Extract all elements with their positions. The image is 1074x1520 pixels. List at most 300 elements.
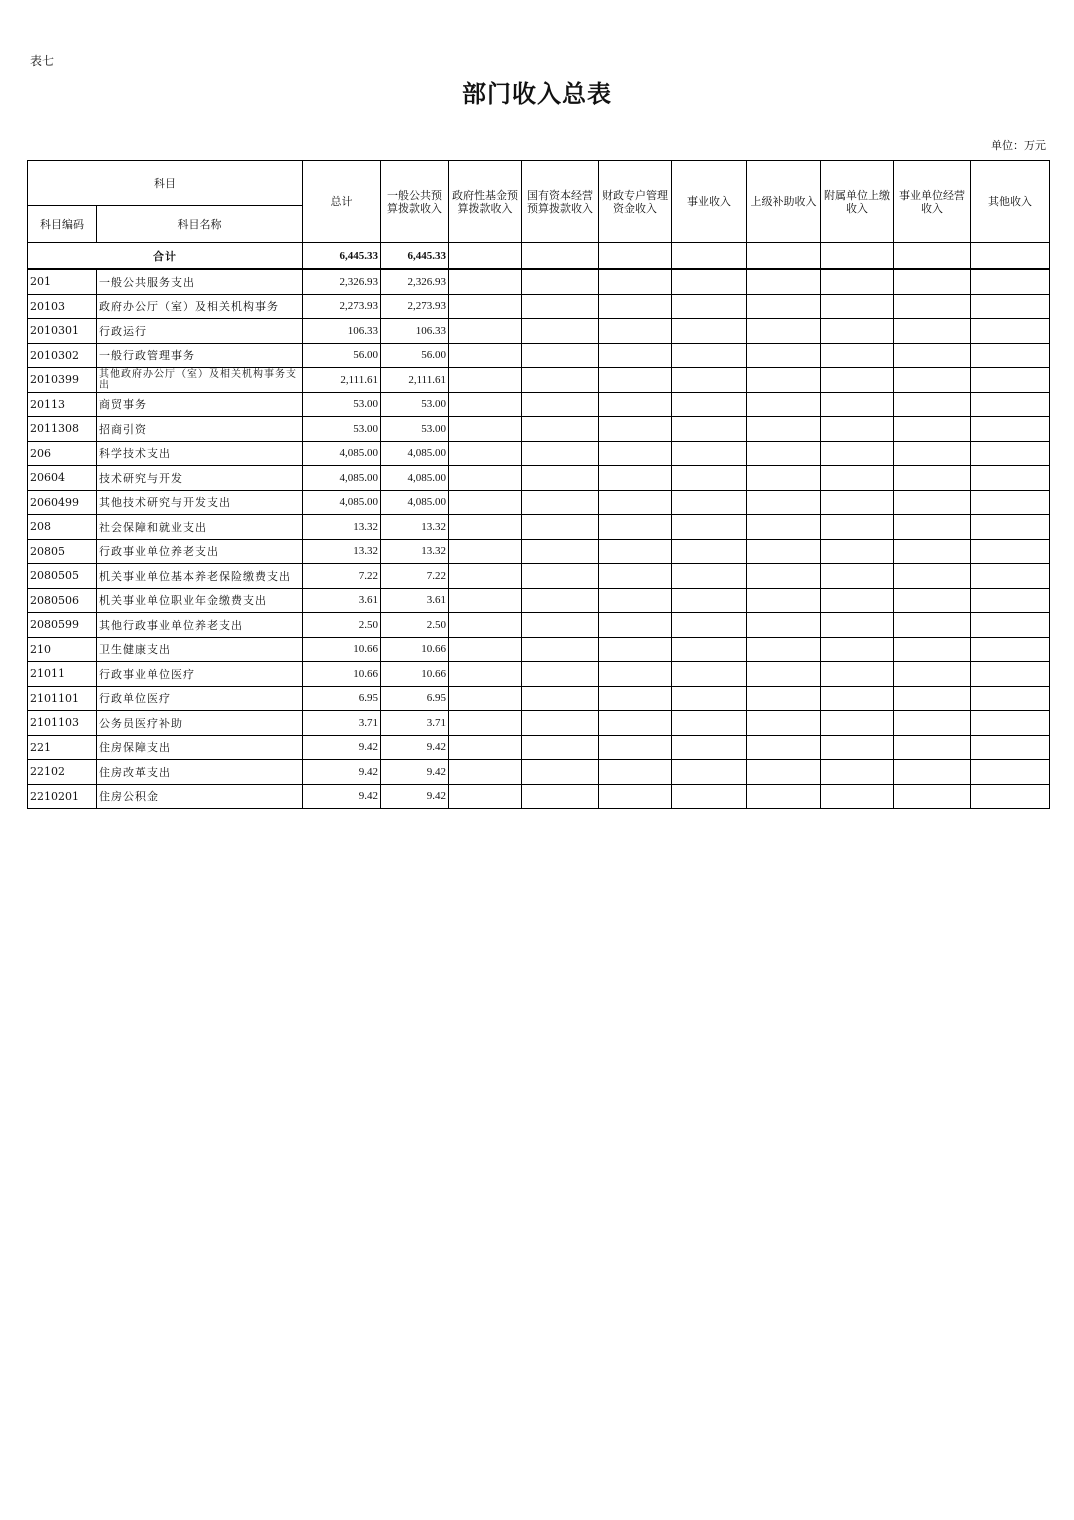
empty-cell bbox=[821, 588, 894, 613]
row-code: 22102 bbox=[28, 760, 97, 785]
row-code: 2101101 bbox=[28, 686, 97, 711]
row-name bbox=[97, 711, 303, 736]
header-gov-fund: 政府性基金预算拨款收入 bbox=[449, 161, 522, 243]
table-row bbox=[28, 760, 1050, 785]
empty-cell bbox=[449, 319, 522, 344]
row-name-text: 商贸事务 bbox=[99, 398, 147, 412]
row-code: 208 bbox=[28, 515, 97, 540]
empty-cell bbox=[894, 539, 971, 564]
empty-cell bbox=[971, 588, 1050, 613]
empty-cell bbox=[522, 368, 599, 393]
row-name bbox=[97, 368, 303, 393]
header-subject: 科目 bbox=[28, 161, 303, 206]
row-name bbox=[97, 294, 303, 319]
row-code: 2080599 bbox=[28, 613, 97, 638]
row-name bbox=[97, 662, 303, 687]
empty-cell bbox=[672, 515, 747, 540]
row-total: 7.22 bbox=[303, 564, 381, 589]
row-total: 13.32 bbox=[303, 515, 381, 540]
empty-cell bbox=[971, 417, 1050, 442]
row-total: 2,273.93 bbox=[303, 294, 381, 319]
empty-cell bbox=[894, 417, 971, 442]
row-name bbox=[97, 441, 303, 466]
row-total: 13.32 bbox=[303, 539, 381, 564]
empty-cell bbox=[449, 417, 522, 442]
empty-cell bbox=[449, 588, 522, 613]
empty-cell bbox=[747, 637, 821, 662]
empty-cell bbox=[971, 392, 1050, 417]
empty-cell bbox=[821, 417, 894, 442]
empty-cell bbox=[971, 539, 1050, 564]
row-general-budget: 10.66 bbox=[381, 637, 449, 662]
row-total: 9.42 bbox=[303, 760, 381, 785]
empty-cell bbox=[747, 490, 821, 515]
empty-cell bbox=[747, 539, 821, 564]
empty-cell bbox=[449, 711, 522, 736]
empty-cell bbox=[821, 319, 894, 344]
row-general-budget: 2.50 bbox=[381, 613, 449, 638]
row-general-budget: 9.42 bbox=[381, 784, 449, 809]
total-label: 合计 bbox=[28, 243, 303, 270]
empty-cell bbox=[894, 564, 971, 589]
empty-cell bbox=[971, 760, 1050, 785]
row-name-text: 一般行政管理事务 bbox=[99, 349, 195, 363]
row-code: 2080505 bbox=[28, 564, 97, 589]
row-general-budget: 3.61 bbox=[381, 588, 449, 613]
row-code: 2010302 bbox=[28, 343, 97, 368]
empty-cell bbox=[971, 564, 1050, 589]
row-code: 2010301 bbox=[28, 319, 97, 344]
row-code: 221 bbox=[28, 735, 97, 760]
empty-cell bbox=[522, 343, 599, 368]
empty-cell bbox=[821, 466, 894, 491]
empty-cell bbox=[971, 490, 1050, 515]
row-code: 20103 bbox=[28, 294, 97, 319]
row-name-text: 机关事业单位基本养老保险缴费支出 bbox=[99, 569, 291, 583]
empty-cell bbox=[971, 711, 1050, 736]
row-code: 2060499 bbox=[28, 490, 97, 515]
empty-cell bbox=[599, 711, 672, 736]
row-general-budget: 53.00 bbox=[381, 417, 449, 442]
empty-cell bbox=[747, 613, 821, 638]
empty-cell bbox=[894, 686, 971, 711]
empty-cell bbox=[672, 294, 747, 319]
table-number-label: 表七 bbox=[30, 54, 55, 68]
row-name-text: 行政事业单位医疗 bbox=[99, 667, 195, 681]
empty-cell bbox=[522, 784, 599, 809]
row-code: 20805 bbox=[28, 539, 97, 564]
empty-cell bbox=[599, 392, 672, 417]
row-name bbox=[97, 637, 303, 662]
header-superior-subsidy: 上级补助收入 bbox=[747, 161, 821, 243]
empty-cell bbox=[672, 417, 747, 442]
empty-cell bbox=[894, 784, 971, 809]
empty-cell bbox=[672, 392, 747, 417]
empty-cell bbox=[672, 735, 747, 760]
row-name bbox=[97, 613, 303, 638]
row-total: 4,085.00 bbox=[303, 490, 381, 515]
row-total: 9.42 bbox=[303, 735, 381, 760]
total-general-budget: 6,445.33 bbox=[381, 243, 449, 270]
empty-cell bbox=[821, 343, 894, 368]
empty-cell bbox=[599, 441, 672, 466]
row-name bbox=[97, 784, 303, 809]
empty-cell bbox=[971, 269, 1050, 294]
row-name-text: 其他政府办公厅（室）及相关机构事务支出 bbox=[99, 368, 297, 391]
empty-cell bbox=[522, 735, 599, 760]
row-name bbox=[97, 564, 303, 589]
empty-cell bbox=[522, 490, 599, 515]
row-name-text: 住房改革支出 bbox=[99, 765, 171, 779]
empty-cell bbox=[522, 269, 599, 294]
empty-cell bbox=[672, 613, 747, 638]
table-row bbox=[28, 515, 1050, 540]
empty-cell bbox=[747, 686, 821, 711]
empty-cell bbox=[672, 441, 747, 466]
table-row bbox=[28, 392, 1050, 417]
empty-cell bbox=[971, 343, 1050, 368]
row-total: 4,085.00 bbox=[303, 441, 381, 466]
empty-cell bbox=[672, 564, 747, 589]
empty-cell bbox=[672, 711, 747, 736]
empty-cell bbox=[672, 784, 747, 809]
empty-cell bbox=[971, 784, 1050, 809]
empty-cell bbox=[599, 319, 672, 344]
row-general-budget: 7.22 bbox=[381, 564, 449, 589]
empty-cell bbox=[821, 662, 894, 687]
empty-cell bbox=[522, 686, 599, 711]
row-name-text: 一般公共服务支出 bbox=[99, 275, 195, 289]
empty-cell bbox=[599, 613, 672, 638]
empty-cell bbox=[599, 515, 672, 540]
empty-cell bbox=[894, 760, 971, 785]
empty-cell bbox=[747, 441, 821, 466]
row-total: 2,326.93 bbox=[303, 269, 381, 294]
row-general-budget: 9.42 bbox=[381, 760, 449, 785]
row-general-budget: 53.00 bbox=[381, 392, 449, 417]
row-name-text: 政府办公厅（室）及相关机构事务 bbox=[99, 300, 279, 314]
empty-cell bbox=[747, 588, 821, 613]
table-row bbox=[28, 343, 1050, 368]
row-name bbox=[97, 319, 303, 344]
empty-cell bbox=[894, 735, 971, 760]
empty-cell bbox=[522, 441, 599, 466]
row-general-budget: 4,085.00 bbox=[381, 466, 449, 491]
empty-cell bbox=[599, 564, 672, 589]
row-code: 201 bbox=[28, 269, 97, 294]
empty-cell bbox=[894, 637, 971, 662]
empty-cell bbox=[747, 735, 821, 760]
empty-cell bbox=[672, 588, 747, 613]
row-name bbox=[97, 269, 303, 294]
row-name-text: 招商引资 bbox=[99, 422, 147, 436]
row-name-text: 科学技术支出 bbox=[99, 447, 171, 461]
row-total: 2.50 bbox=[303, 613, 381, 638]
table-row bbox=[28, 686, 1050, 711]
row-total: 6.95 bbox=[303, 686, 381, 711]
empty-cell bbox=[599, 735, 672, 760]
row-name bbox=[97, 417, 303, 442]
empty-cell bbox=[971, 637, 1050, 662]
row-code: 21011 bbox=[28, 662, 97, 687]
empty-cell bbox=[821, 392, 894, 417]
row-general-budget: 2,111.61 bbox=[381, 368, 449, 393]
empty-cell bbox=[894, 490, 971, 515]
table-row bbox=[28, 294, 1050, 319]
empty-cell bbox=[747, 662, 821, 687]
empty-cell bbox=[821, 760, 894, 785]
empty-cell bbox=[971, 662, 1050, 687]
empty-cell bbox=[449, 441, 522, 466]
row-name bbox=[97, 343, 303, 368]
empty-cell bbox=[449, 686, 522, 711]
row-name-text: 行政单位医疗 bbox=[99, 692, 171, 706]
row-general-budget: 13.32 bbox=[381, 515, 449, 540]
empty-cell bbox=[522, 613, 599, 638]
empty-cell bbox=[821, 441, 894, 466]
empty-cell bbox=[894, 319, 971, 344]
row-name bbox=[97, 392, 303, 417]
header-general-budget: 一般公共预算拨款收入 bbox=[381, 161, 449, 243]
empty-cell bbox=[599, 294, 672, 319]
empty-cell bbox=[747, 515, 821, 540]
row-name-text: 机关事业单位职业年金缴费支出 bbox=[99, 594, 267, 608]
row-name-text: 住房保障支出 bbox=[99, 741, 171, 755]
empty-cell bbox=[672, 368, 747, 393]
row-name-text: 技术研究与开发 bbox=[99, 471, 183, 485]
empty-cell bbox=[747, 711, 821, 736]
page-title: 部门收入总表 bbox=[462, 79, 612, 108]
empty-cell bbox=[971, 735, 1050, 760]
empty-cell bbox=[747, 319, 821, 344]
header-fiscal-special: 财政专户管理资金收入 bbox=[599, 161, 672, 243]
row-general-budget: 2,273.93 bbox=[381, 294, 449, 319]
row-name-text: 其他行政事业单位养老支出 bbox=[99, 618, 243, 632]
row-general-budget: 4,085.00 bbox=[381, 441, 449, 466]
empty-cell bbox=[522, 711, 599, 736]
empty-cell bbox=[599, 343, 672, 368]
empty-cell bbox=[449, 735, 522, 760]
empty-cell bbox=[747, 294, 821, 319]
header-total: 总计 bbox=[303, 161, 381, 243]
empty-cell bbox=[599, 662, 672, 687]
row-name-text: 社会保障和就业支出 bbox=[99, 520, 207, 534]
table-row bbox=[28, 588, 1050, 613]
row-name bbox=[97, 735, 303, 760]
row-code: 20604 bbox=[28, 466, 97, 491]
header-code: 科目编码 bbox=[28, 206, 97, 243]
empty-cell bbox=[449, 466, 522, 491]
empty-cell bbox=[894, 392, 971, 417]
empty-cell bbox=[672, 686, 747, 711]
empty-cell bbox=[599, 686, 672, 711]
header-name: 科目名称 bbox=[97, 206, 303, 243]
row-general-budget: 13.32 bbox=[381, 539, 449, 564]
row-name-text: 其他技术研究与开发支出 bbox=[99, 496, 231, 510]
row-name bbox=[97, 539, 303, 564]
table-row bbox=[28, 539, 1050, 564]
total-total: 6,445.33 bbox=[303, 243, 381, 270]
table-row bbox=[28, 441, 1050, 466]
empty-cell bbox=[599, 490, 672, 515]
header-other: 其他收入 bbox=[971, 161, 1050, 243]
table-row bbox=[28, 368, 1050, 393]
table-row bbox=[28, 613, 1050, 638]
empty-cell bbox=[449, 490, 522, 515]
empty-cell bbox=[672, 269, 747, 294]
row-code: 206 bbox=[28, 441, 97, 466]
row-general-budget: 106.33 bbox=[381, 319, 449, 344]
empty-cell bbox=[672, 343, 747, 368]
header-affiliated: 附属单位上缴收入 bbox=[821, 161, 894, 243]
empty-cell bbox=[821, 564, 894, 589]
empty-cell bbox=[599, 417, 672, 442]
row-name bbox=[97, 760, 303, 785]
row-name-text: 行政运行 bbox=[99, 324, 147, 338]
empty-cell bbox=[599, 269, 672, 294]
empty-cell bbox=[894, 368, 971, 393]
empty-cell bbox=[449, 515, 522, 540]
row-general-budget: 4,085.00 bbox=[381, 490, 449, 515]
empty-cell bbox=[672, 490, 747, 515]
empty-cell bbox=[971, 368, 1050, 393]
empty-cell bbox=[821, 711, 894, 736]
row-code: 2210201 bbox=[28, 784, 97, 809]
row-total: 9.42 bbox=[303, 784, 381, 809]
empty-cell bbox=[971, 466, 1050, 491]
empty-cell bbox=[522, 662, 599, 687]
row-total: 2,111.61 bbox=[303, 368, 381, 393]
row-code: 2011308 bbox=[28, 417, 97, 442]
empty-cell bbox=[449, 269, 522, 294]
empty-cell bbox=[672, 637, 747, 662]
empty-cell bbox=[599, 539, 672, 564]
row-general-budget: 6.95 bbox=[381, 686, 449, 711]
row-total: 56.00 bbox=[303, 343, 381, 368]
table-row bbox=[28, 784, 1050, 809]
empty-cell bbox=[971, 294, 1050, 319]
empty-cell bbox=[449, 343, 522, 368]
empty-cell bbox=[599, 760, 672, 785]
empty-cell bbox=[894, 662, 971, 687]
empty-cell bbox=[672, 760, 747, 785]
row-general-budget: 9.42 bbox=[381, 735, 449, 760]
empty-cell bbox=[599, 588, 672, 613]
empty-cell bbox=[821, 637, 894, 662]
header-operating: 事业单位经营收入 bbox=[894, 161, 971, 243]
empty-cell bbox=[747, 784, 821, 809]
row-code: 2010399 bbox=[28, 368, 97, 393]
unit-label: 单位：万元 bbox=[991, 139, 1046, 152]
empty-cell bbox=[672, 539, 747, 564]
row-total: 53.00 bbox=[303, 417, 381, 442]
row-total: 4,085.00 bbox=[303, 466, 381, 491]
row-general-budget: 2,326.93 bbox=[381, 269, 449, 294]
row-name-text: 卫生健康支出 bbox=[99, 643, 171, 657]
empty-cell bbox=[522, 564, 599, 589]
income-summary-table bbox=[27, 160, 1050, 809]
empty-cell bbox=[894, 515, 971, 540]
row-total: 106.33 bbox=[303, 319, 381, 344]
empty-cell bbox=[672, 662, 747, 687]
empty-cell bbox=[449, 760, 522, 785]
empty-cell bbox=[894, 466, 971, 491]
empty-cell bbox=[449, 392, 522, 417]
empty-cell bbox=[747, 269, 821, 294]
empty-cell bbox=[522, 760, 599, 785]
empty-cell bbox=[522, 588, 599, 613]
empty-cell bbox=[522, 637, 599, 662]
table-row bbox=[28, 637, 1050, 662]
table-row bbox=[28, 319, 1050, 344]
empty-cell bbox=[821, 539, 894, 564]
empty-cell bbox=[971, 613, 1050, 638]
empty-cell bbox=[894, 711, 971, 736]
empty-cell bbox=[449, 784, 522, 809]
row-general-budget: 3.71 bbox=[381, 711, 449, 736]
empty-cell bbox=[747, 564, 821, 589]
row-name bbox=[97, 466, 303, 491]
row-name bbox=[97, 588, 303, 613]
empty-cell bbox=[894, 269, 971, 294]
empty-cell bbox=[522, 515, 599, 540]
row-name bbox=[97, 515, 303, 540]
row-code: 2080506 bbox=[28, 588, 97, 613]
empty-cell bbox=[449, 368, 522, 393]
row-total: 3.71 bbox=[303, 711, 381, 736]
empty-cell bbox=[894, 441, 971, 466]
row-code: 2101103 bbox=[28, 711, 97, 736]
empty-cell bbox=[821, 368, 894, 393]
header-state-capital: 国有资本经营预算拨款收入 bbox=[522, 161, 599, 243]
empty-cell bbox=[599, 784, 672, 809]
row-name bbox=[97, 490, 303, 515]
row-code: 210 bbox=[28, 637, 97, 662]
row-total: 10.66 bbox=[303, 662, 381, 687]
empty-cell bbox=[821, 735, 894, 760]
empty-cell bbox=[672, 319, 747, 344]
table-row bbox=[28, 735, 1050, 760]
empty-cell bbox=[522, 319, 599, 344]
empty-cell bbox=[747, 392, 821, 417]
table-row bbox=[28, 711, 1050, 736]
empty-cell bbox=[894, 294, 971, 319]
row-total: 10.66 bbox=[303, 637, 381, 662]
empty-cell bbox=[971, 441, 1050, 466]
empty-cell bbox=[747, 368, 821, 393]
empty-cell bbox=[672, 466, 747, 491]
empty-cell bbox=[894, 613, 971, 638]
empty-cell bbox=[522, 417, 599, 442]
table-row bbox=[28, 466, 1050, 491]
empty-cell bbox=[971, 319, 1050, 344]
row-code: 20113 bbox=[28, 392, 97, 417]
row-name-text: 住房公积金 bbox=[99, 790, 159, 804]
empty-cell bbox=[971, 515, 1050, 540]
empty-cell bbox=[821, 515, 894, 540]
empty-cell bbox=[522, 466, 599, 491]
empty-cell bbox=[821, 269, 894, 294]
empty-cell bbox=[522, 294, 599, 319]
empty-cell bbox=[821, 294, 894, 319]
empty-cell bbox=[449, 662, 522, 687]
empty-cell bbox=[747, 466, 821, 491]
empty-cell bbox=[747, 760, 821, 785]
row-total: 3.61 bbox=[303, 588, 381, 613]
empty-cell bbox=[522, 539, 599, 564]
empty-cell bbox=[449, 564, 522, 589]
row-general-budget: 56.00 bbox=[381, 343, 449, 368]
